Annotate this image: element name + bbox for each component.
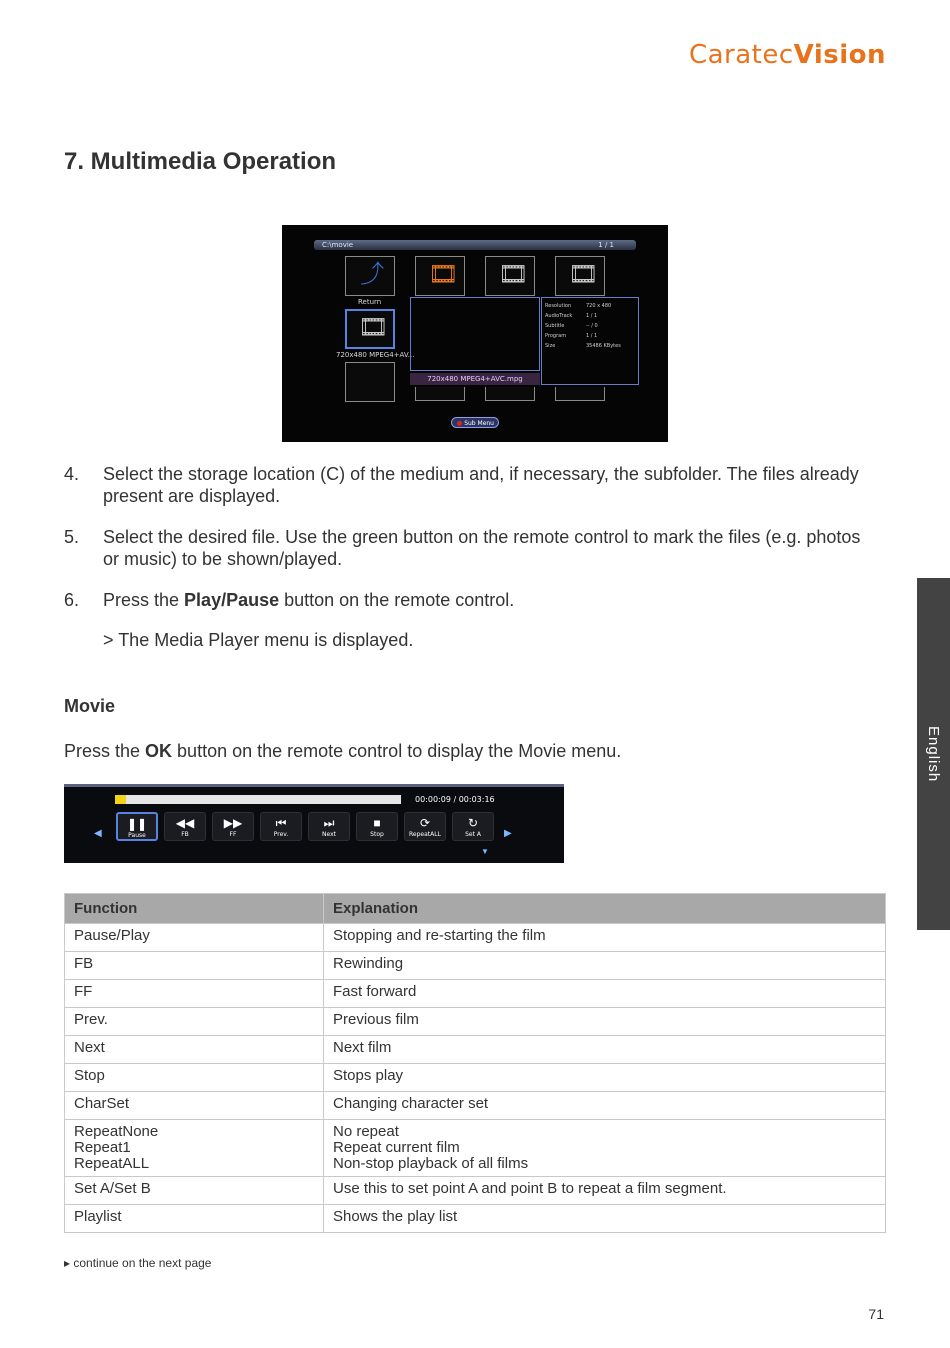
function-cell bbox=[65, 1064, 324, 1092]
explanation-cell bbox=[324, 980, 886, 1008]
fb-button[interactable] bbox=[164, 812, 206, 841]
down-arrow-icon[interactable]: ▼ bbox=[481, 847, 489, 856]
movie-instruction bbox=[64, 741, 621, 762]
selected-file-thumb[interactable] bbox=[345, 309, 395, 349]
function-cell bbox=[65, 1092, 324, 1120]
table-row bbox=[65, 980, 886, 1008]
progress-bar[interactable] bbox=[115, 795, 401, 804]
function-cell bbox=[65, 1120, 324, 1177]
playback-time: 00:00:09 / 00:03:16 bbox=[415, 795, 495, 804]
table-row bbox=[65, 1120, 886, 1177]
table-row bbox=[65, 952, 886, 980]
previous-icon: ⏮ bbox=[275, 816, 287, 830]
table-row bbox=[65, 1008, 886, 1036]
cell-line: RepeatNone bbox=[74, 1123, 159, 1140]
explanation-cell bbox=[324, 1036, 886, 1064]
cell-line: Shows the play list bbox=[333, 1208, 458, 1225]
step-number: 5. bbox=[64, 527, 80, 547]
cell-line: Next film bbox=[333, 1039, 392, 1056]
cell-line: Previous film bbox=[333, 1011, 419, 1028]
info-value: -- / 0 bbox=[586, 323, 598, 329]
step-result: > The Media Player menu is displayed. bbox=[103, 630, 414, 650]
video-preview bbox=[410, 297, 540, 371]
info-label: Program bbox=[545, 333, 567, 339]
cell-line: Non-stop playback of all films bbox=[333, 1155, 529, 1172]
info-value: 35486 KBytes bbox=[586, 343, 621, 349]
cell-line: Stop bbox=[74, 1067, 105, 1084]
table-row bbox=[65, 924, 886, 952]
film-reel-icon: 🎞 bbox=[498, 261, 529, 288]
cell-line: Next bbox=[74, 1039, 105, 1056]
set-a-icon: ↻ bbox=[467, 816, 479, 830]
path-text: C:\movie bbox=[322, 241, 354, 249]
cell-line: Pause/Play bbox=[74, 927, 150, 944]
right-arrow-icon[interactable]: ▶ bbox=[504, 828, 512, 839]
thumb-slot bbox=[415, 387, 465, 401]
explanation-cell bbox=[324, 1092, 886, 1120]
para-pre: Press the bbox=[64, 741, 146, 761]
folder-thumb[interactable] bbox=[415, 256, 465, 296]
explanation-cell bbox=[324, 1064, 886, 1092]
function-cell bbox=[65, 924, 324, 952]
player-button-label: Prev. bbox=[273, 831, 289, 838]
progress-fill bbox=[115, 795, 126, 804]
function-cell bbox=[65, 1036, 324, 1064]
file-thumb-2[interactable] bbox=[555, 256, 605, 296]
next-icon: ⏭ bbox=[323, 816, 335, 830]
return-thumb[interactable] bbox=[345, 256, 395, 296]
player-button-label: Set A bbox=[465, 831, 481, 838]
info-value: 1 / 1 bbox=[586, 333, 598, 339]
film-reel-icon: 🎞 bbox=[358, 314, 389, 341]
brand-text-vision: Vision bbox=[793, 40, 886, 70]
para-bold: OK bbox=[145, 741, 173, 761]
repeatall-button[interactable] bbox=[404, 812, 446, 841]
stop-button[interactable] bbox=[356, 812, 398, 841]
step-number: 4. bbox=[64, 464, 80, 484]
film-reel-icon: 🎞 bbox=[568, 261, 599, 288]
cell-line: Set A/Set B bbox=[74, 1180, 151, 1197]
table-row bbox=[65, 1205, 886, 1233]
table-row bbox=[65, 1064, 886, 1092]
file-thumb-1[interactable] bbox=[485, 256, 535, 296]
explanation-cell bbox=[324, 1177, 886, 1205]
player-button-label: FF bbox=[229, 831, 237, 838]
player-button-label: Next bbox=[322, 831, 336, 838]
selected-filename: 720x480 MPEG4+AVC.mpg bbox=[410, 373, 540, 385]
player-button-label: RepeatALL bbox=[409, 831, 441, 838]
selected-file-caption: 720x480 MPEG4+AV... bbox=[336, 351, 415, 359]
cell-line: FB bbox=[74, 955, 94, 972]
function-cell bbox=[65, 952, 324, 980]
explanation-cell bbox=[324, 924, 886, 952]
page-count: 1 / 1 bbox=[598, 241, 614, 249]
fast-forward-icon: ▶▶ bbox=[223, 816, 243, 830]
explanation-cell bbox=[324, 1120, 886, 1177]
next-button[interactable] bbox=[308, 812, 350, 841]
page-number: 71 bbox=[868, 1306, 884, 1322]
function-cell bbox=[65, 1205, 324, 1233]
step-text: Select the desired file. Use the green button on the remote control to mark the files (e.g. photos or music) to be shown/played. bbox=[103, 527, 861, 569]
player-button-label: FB bbox=[181, 831, 189, 838]
cell-line: Repeat current film bbox=[333, 1139, 460, 1156]
path-bar bbox=[314, 240, 636, 250]
cell-line: Playlist bbox=[74, 1208, 122, 1225]
brand-text-caratec: Caratec bbox=[688, 40, 794, 70]
left-arrow-icon[interactable]: ◀ bbox=[94, 828, 102, 839]
thumb-slot bbox=[555, 387, 605, 401]
brand-logo bbox=[689, 40, 886, 70]
function-table bbox=[64, 893, 886, 1233]
return-icon: ⤴ bbox=[360, 261, 384, 288]
explanation-cell bbox=[324, 1205, 886, 1233]
pause-icon: ❚❚ bbox=[126, 817, 148, 831]
info-value: 720 x 480 bbox=[586, 303, 612, 309]
table-header-row bbox=[65, 894, 886, 924]
para-post: button on the remote control to display the Movie menu. bbox=[172, 741, 622, 761]
table-row bbox=[65, 1092, 886, 1120]
player-button-label: Stop bbox=[370, 831, 384, 838]
table-row bbox=[65, 1177, 886, 1205]
info-label: Size bbox=[545, 343, 556, 349]
pause-button[interactable] bbox=[116, 812, 158, 841]
header-explanation: Explanation bbox=[324, 894, 886, 924]
movie-subheading: Movie bbox=[64, 696, 116, 716]
cell-line: Changing character set bbox=[333, 1095, 489, 1112]
step-text-pre: Press the bbox=[103, 590, 185, 610]
player-button-label: Pause bbox=[128, 832, 146, 839]
step-text-post: button on the remote control. bbox=[279, 590, 515, 610]
empty-thumb[interactable] bbox=[345, 362, 395, 402]
film-icon: 🎞 bbox=[428, 261, 459, 288]
cell-line: Stopping and re-starting the film bbox=[333, 927, 546, 944]
stop-icon: ■ bbox=[373, 816, 381, 830]
sub-menu-label: Sub Menu bbox=[464, 420, 494, 427]
return-label: Return bbox=[358, 298, 382, 306]
explanation-cell bbox=[324, 952, 886, 980]
step-text-bold: Play/Pause bbox=[184, 590, 280, 610]
function-cell bbox=[65, 1008, 324, 1036]
language-tab bbox=[917, 578, 950, 930]
explanation-cell bbox=[324, 1008, 886, 1036]
file-info-panel bbox=[541, 297, 639, 385]
cell-line: No repeat bbox=[333, 1123, 399, 1140]
prev-button[interactable] bbox=[260, 812, 302, 841]
cell-line: CharSet bbox=[74, 1095, 130, 1112]
cell-line: Repeat1 bbox=[74, 1139, 131, 1156]
step-text: Select the storage location (C) of the medium and, if necessary, the subfolder. The files already present are displayed. bbox=[103, 464, 859, 506]
step-number: 6. bbox=[64, 590, 80, 610]
ff-button[interactable] bbox=[212, 812, 254, 841]
continue-note: ▸ continue on the next page bbox=[64, 1256, 212, 1270]
sub-menu-button[interactable] bbox=[451, 417, 499, 428]
rewind-icon: ◀◀ bbox=[175, 816, 195, 830]
red-dot-icon bbox=[457, 421, 462, 426]
thumb-slot bbox=[485, 387, 535, 401]
function-cell bbox=[65, 1177, 324, 1205]
function-cell bbox=[65, 980, 324, 1008]
info-label: Resolution bbox=[545, 303, 572, 309]
language-tab-label: English bbox=[925, 725, 942, 783]
cell-line: Fast forward bbox=[333, 983, 417, 1000]
cell-line: Prev. bbox=[74, 1011, 108, 1028]
header-function: Function bbox=[65, 894, 324, 924]
cell-line: RepeatALL bbox=[74, 1155, 150, 1172]
table-row bbox=[65, 1036, 886, 1064]
cell-line: Stops play bbox=[333, 1067, 404, 1084]
repeat-icon: ⟳ bbox=[419, 816, 431, 830]
section-heading: 7. Multimedia Operation bbox=[64, 148, 337, 175]
info-label: AudioTrack bbox=[545, 313, 573, 319]
cell-line: Use this to set point A and point B to repeat a film segment. bbox=[333, 1180, 727, 1197]
cell-line: FF bbox=[74, 983, 93, 1000]
info-value: 1 / 1 bbox=[586, 313, 598, 319]
step-text bbox=[103, 589, 873, 611]
set-a-button[interactable] bbox=[452, 812, 494, 841]
info-label: Subtitle bbox=[545, 323, 565, 329]
cell-line: Rewinding bbox=[333, 955, 404, 972]
